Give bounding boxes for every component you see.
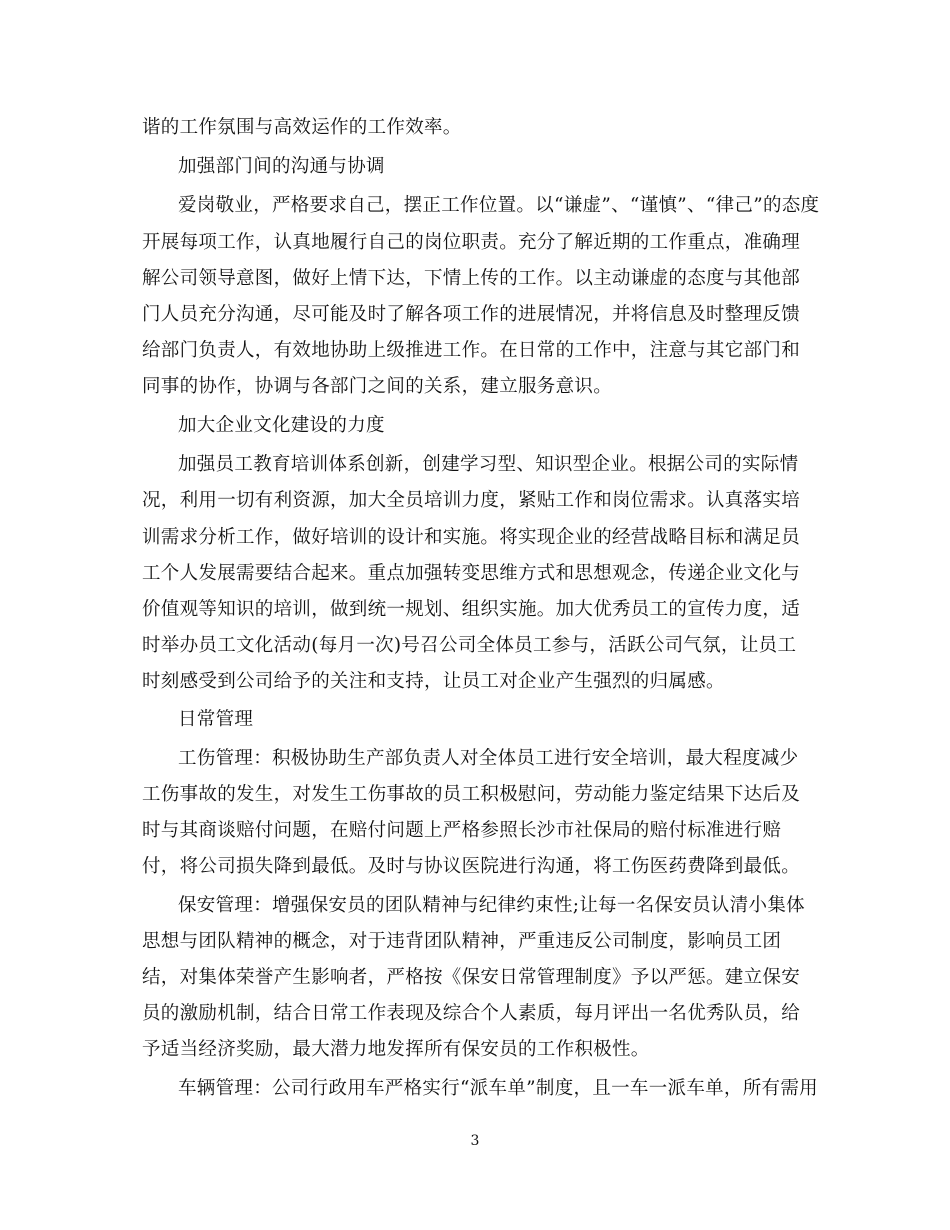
text-line: 员的激励机制，结合日常工作表现及综合个人素质，每月评出一名优秀队员，给 [142, 1003, 801, 1024]
text-line: 思想与团队精神的概念，对于违背团队精神，严重违反公司制度，影响员工团 [142, 931, 782, 952]
section-heading: 加大企业文化建设的力度 [178, 415, 385, 436]
text-line: 时举办员工文化活动(每月一次)号召公司全体员工参与，活跃公司气氛，让员工 [142, 635, 797, 656]
text-line: 加强员工教育培训体系创新，创建学习型、知识型企业。根据公司的实际情 [178, 454, 799, 475]
text-line: 工个人发展需要结合起来。重点加强转变思维方式和思想观念，传递企业文化与 [142, 563, 801, 584]
text-line: 保安管理：增强保安员的团队精神与纪律约束性;让每一名保安员认清小集体 [178, 895, 805, 916]
text-line: 结，对集体荣誉产生影响者，严格按《保安日常管理制度》予以严惩。建立保安 [142, 967, 801, 988]
text-line: 谐的工作氛围与高效运作的工作效率。 [142, 117, 462, 138]
text-line: 工伤管理：积极协助生产部负责人对全体员工进行安全培训，最大程度减少 [178, 748, 799, 769]
section-heading: 日常管理 [178, 709, 254, 730]
text-line: 解公司领导意图，做好上情下达，下情上传的工作。以主动谦虚的态度与其他部 [142, 268, 801, 289]
page-number: 3 [470, 1133, 480, 1149]
text-line: 训需求分析工作，做好培训的设计和实施。将实现企业的经营战略目标和满足员 [142, 527, 801, 548]
text-line: 付，将公司损失降到最低。及时与协议医院进行沟通，将工伤医药费降到最低。 [142, 856, 801, 877]
text-line: 门人员充分沟通，尽可能及时了解各项工作的进展情况，并将信息及时整理反馈 [142, 304, 801, 325]
section-heading: 加强部门间的沟通与协调 [178, 156, 385, 177]
text-line: 时与其商谈赔付问题，在赔付问题上严格参照长沙市社保局的赔付标准进行赔 [142, 820, 782, 841]
text-line: 同事的协作，协调与各部门之间的关系，建立服务意识。 [142, 376, 613, 397]
text-line: 时刻感受到公司给予的关注和支持，让员工对企业产生强烈的归属感。 [142, 671, 725, 692]
text-line: 工伤事故的发生，对发生工伤事故的员工积极慰问，劳动能力鉴定结果下达后及 [142, 784, 801, 805]
text-line: 开展每项工作，认真地履行自己的岗位职责。充分了解近期的工作重点，准确理 [142, 232, 801, 253]
text-line: 给部门负责人，有效地协助上级推进工作。在日常的工作中，注意与其它部门和 [142, 340, 801, 361]
text-line: 况，利用一切有利资源，加大全员培训力度，紧贴工作和岗位需求。认真落实培 [142, 490, 801, 511]
text-line: 车辆管理：公司行政用车严格实行“派车单”制度，且一车一派车单，所有需用 [178, 1078, 818, 1099]
text-line: 价值观等知识的培训，做到统一规划、组织实施。加大优秀员工的宣传力度，适 [142, 599, 801, 620]
text-line: 爱岗敬业，严格要求自己，摆正工作位置。以“谦虚”、“谨慎”、“律己”的态度 [178, 195, 820, 216]
text-line: 予适当经济奖励，最大潜力地发挥所有保安员的工作积极性。 [142, 1039, 650, 1060]
